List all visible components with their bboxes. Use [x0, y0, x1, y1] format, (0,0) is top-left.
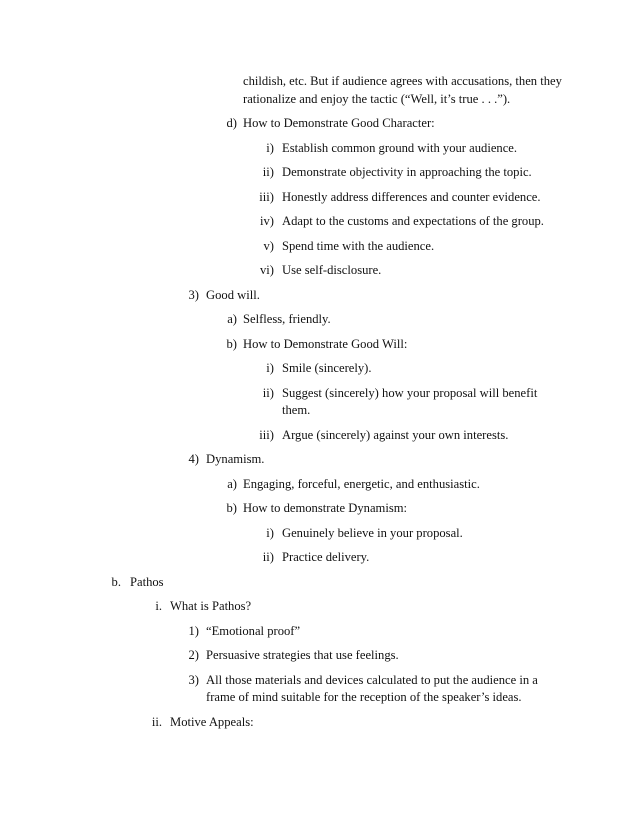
outline-marker: 3) [188, 673, 199, 687]
outline-marker: 3) [188, 288, 199, 302]
outline-marker: i) [266, 526, 274, 540]
outline-text: Spend time with the audience. [282, 239, 435, 253]
outline-marker: v) [263, 239, 274, 253]
outline-text: Smile (sincerely). [282, 361, 372, 375]
outline-text: Persuasive strategies that use feelings. [206, 648, 399, 662]
outline-text: rationalize and enjoy the tactic (“Well, it’s true . . .”). [243, 92, 511, 106]
outline-marker: 4) [188, 452, 199, 466]
outline-marker: ii) [262, 550, 274, 564]
outline-text: Use self-disclosure. [282, 263, 382, 277]
outline-text: What is Pathos? [170, 599, 252, 613]
outline-text: frame of mind suitable for the reception of the speaker’s ideas. [206, 690, 522, 704]
outline-text: Honestly address differences and counter evidence. [282, 190, 541, 204]
outline-marker: ii. [151, 715, 162, 729]
outline-text: childish, etc. But if audience agrees with accusations, then they [243, 74, 562, 88]
outline-text: Adapt to the customs and expectations of the group. [282, 214, 544, 228]
outline-marker: i. [155, 599, 162, 613]
outline-marker: d) [226, 116, 237, 130]
outline-marker: b) [226, 501, 237, 515]
outline-text: “Emotional proof” [206, 624, 301, 638]
outline-marker: 2) [188, 648, 199, 662]
outline-marker: iv) [260, 214, 274, 228]
outline-text: Engaging, forceful, energetic, and enthusiastic. [243, 477, 480, 491]
outline-text: How to demonstrate Dynamism: [243, 501, 408, 515]
outline-marker: a) [227, 312, 237, 326]
outline-text: Pathos [130, 575, 164, 589]
outline-marker: b. [111, 575, 121, 589]
outline-text: Good will. [206, 288, 260, 302]
outline-text: Genuinely believe in your proposal. [282, 526, 463, 540]
outline-text: Establish common ground with your audience. [282, 141, 518, 155]
outline-marker: i) [266, 141, 274, 155]
outline-text: Demonstrate objectivity in approaching the topic. [282, 165, 532, 179]
outline-marker: iii) [259, 428, 274, 442]
outline-text: How to Demonstrate Good Will: [243, 337, 408, 351]
outline-text: them. [282, 403, 311, 417]
outline-marker: vi) [260, 263, 274, 277]
outline-marker: iii) [259, 190, 274, 204]
outline-marker: ii) [262, 386, 274, 400]
outline-text: Argue (sincerely) against your own interests. [282, 428, 509, 442]
outline-text: Selfless, friendly. [243, 312, 331, 326]
outline-marker: b) [226, 337, 237, 351]
outline-text: How to Demonstrate Good Character: [243, 116, 435, 130]
outline-marker: a) [227, 477, 237, 491]
outline-marker: i) [266, 361, 274, 375]
outline-text: Dynamism. [206, 452, 265, 466]
outline-text: Practice delivery. [282, 550, 370, 564]
outline-text: Suggest (sincerely) how your proposal will benefit [282, 386, 538, 400]
outline-marker: ii) [262, 165, 274, 179]
outline-text: Motive Appeals: [170, 715, 254, 729]
outline-text: All those materials and devices calculated to put the audience in a [206, 673, 538, 687]
outline-marker: 1) [188, 624, 199, 638]
